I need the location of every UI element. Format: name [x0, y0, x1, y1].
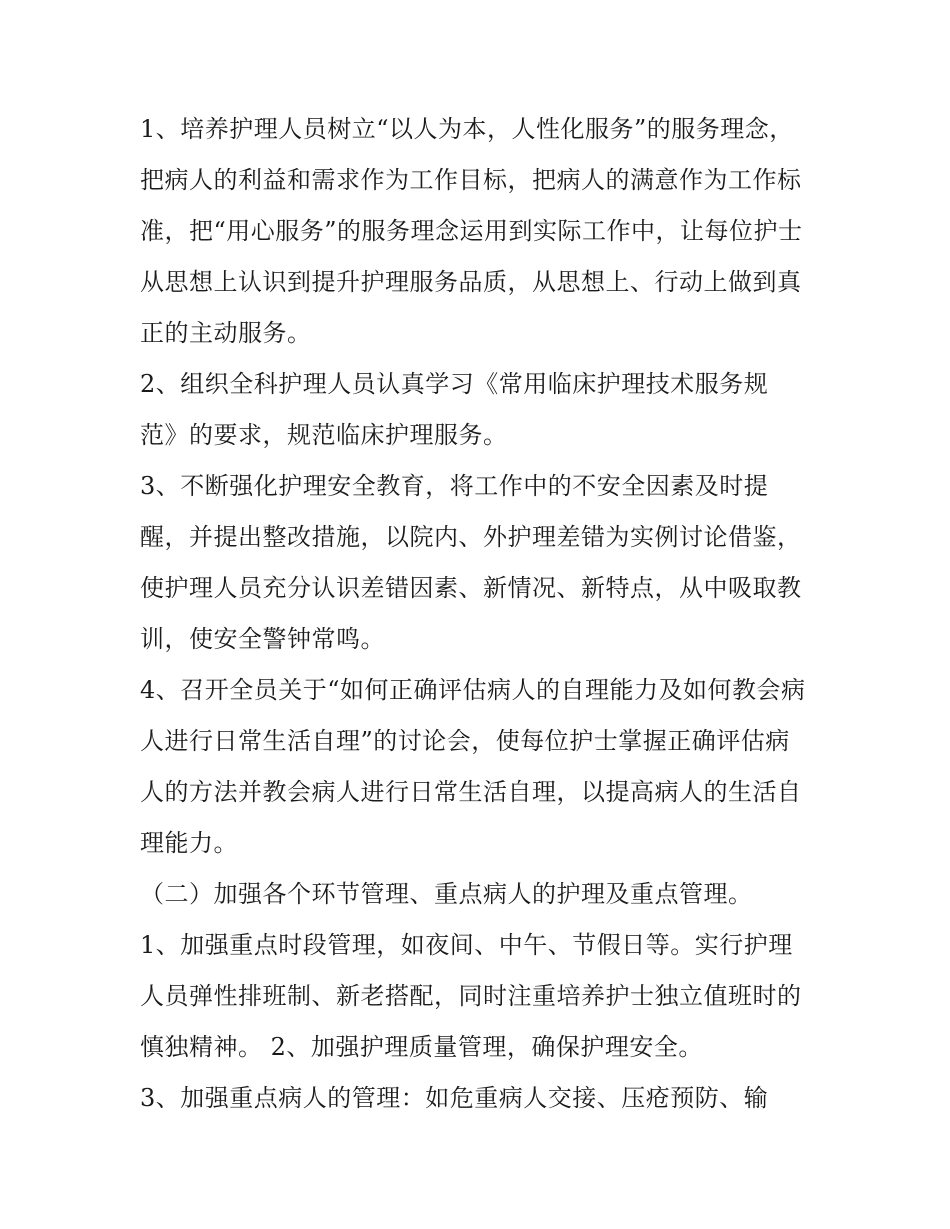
text-line-11: 训，使安全警钟常鸣。 — [140, 625, 385, 653]
text-line-20: 3、加强重点病人的管理：如危重病人交接、压疮预防、输 — [140, 1084, 769, 1112]
text-line-14: 人的方法并教会病人进行日常生活自理，以提高病人的生活自 — [140, 778, 802, 806]
text-line-18: 人员弹性排班制、新老搭配，同时注重培养护士独立值班时的 — [140, 982, 802, 1010]
text-line-7: 范》的要求，规范临床护理服务。 — [140, 421, 508, 449]
text-line-2: 把病人的利益和需求作为工作目标，把病人的满意作为工作标 — [140, 166, 802, 194]
text-line-8: 3、不断强化护理安全教育，将工作中的不安全因素及时提 — [140, 472, 769, 500]
text-line-13: 人进行日常生活自理”的讨论会，使每位护士掌握正确评估病 — [140, 727, 790, 755]
text-line-12: 4、召开全员关于“如何正确评估病人的自理能力及如何教会病 — [140, 676, 806, 704]
text-line-10: 使护理人员充分认识差错因素、新情况、新特点，从中吸取教 — [140, 574, 802, 602]
text-line-19: 慎独精神。 2、加强护理质量管理，确保护理安全。 — [140, 1033, 703, 1061]
text-line-9: 醒，并提出整改措施，以院内、外护理差错为实例讨论借鉴， — [140, 523, 802, 551]
document-body — [140, 104, 820, 1124]
text-line-5: 正的主动服务。 — [140, 319, 312, 347]
text-line-15: 理能力。 — [140, 829, 238, 857]
text-line-17: 1、加强重点时段管理，如夜间、中午、节假日等。实行护理 — [140, 931, 793, 959]
text-line-4: 从思想上认识到提升护理服务品质，从思想上、行动上做到真 — [140, 268, 802, 296]
text-line-1: 1、培养护理人员树立“以人为本，人性化服务”的服务理念， — [140, 115, 794, 143]
text-line-3: 准，把“用心服务”的服务理念运用到实际工作中，让每位护士 — [140, 217, 803, 245]
section-heading: （二）加强各个环节管理、重点病人的护理及重点管理。 — [140, 880, 753, 908]
text-line-6: 2、组织全科护理人员认真学习《常用临床护理技术服务规 — [140, 370, 769, 398]
